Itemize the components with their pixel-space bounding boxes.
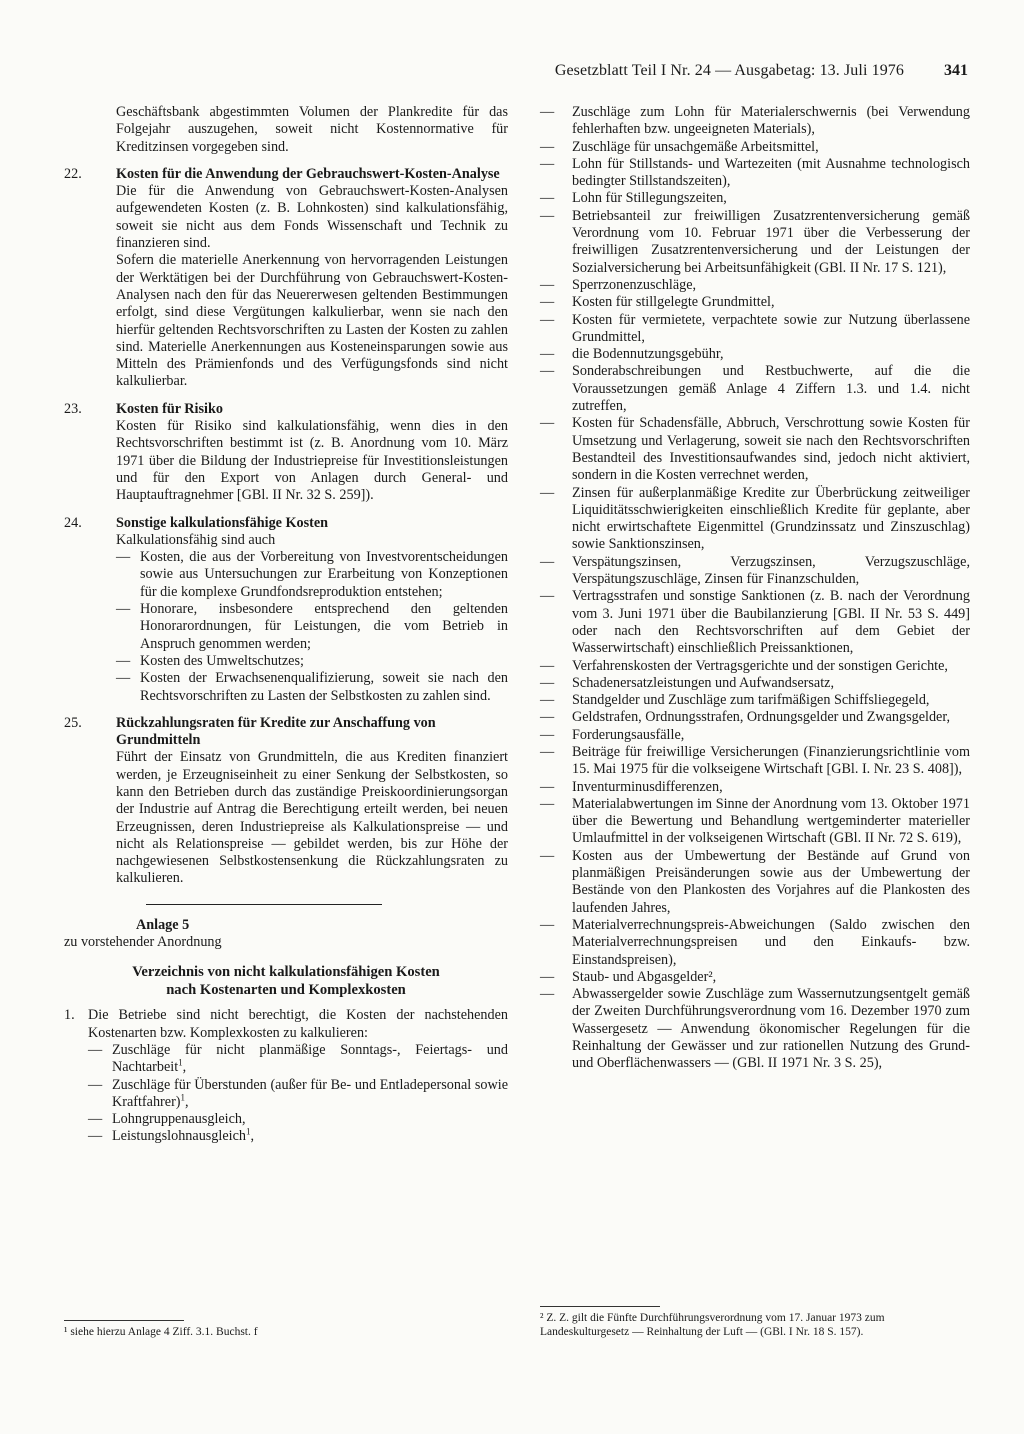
- list-item: — Kosten aus der Umbewertung der Bestände auf Grund von planmäßigen Preisänderungen sowie aus der Umbewertung der Bestände von den Plankosten des Vorjahres auf die Plankosten des laufenden Jahres,: [540, 848, 970, 917]
- footnote-ref: 1: [178, 1057, 183, 1068]
- list-item: — Verfahrenskosten der Vertragsgerichte und der sonstigen Gerichte,: [540, 658, 970, 675]
- anlage-heading-line-2: nach Kostenarten und Komplexkosten: [166, 982, 406, 999]
- list-item: [88, 1042, 508, 1077]
- list-item: [88, 1128, 508, 1145]
- list-item-text: Zuschläge für Überstunden (außer für Be- und Entladepersonal sowie Kraftfahrer): [112, 1076, 508, 1110]
- list-item: — Honorare, insbesondere entsprechend den geltenden Honorarordnungen, für Leistungen, die vom Betrieb in Anspruch genommen werden;: [116, 601, 508, 653]
- running-title: Gesetzblatt Teil I Nr. 24 — Ausgabetag: 13. Juli 1976: [554, 62, 904, 79]
- list-item: — Sonderabschreibungen und Restbuchwerte, auf die die Voraussetzungen gemäß Anlage 4 Ziffern 1.3. und 1.4. nicht zutreffen,: [540, 363, 970, 415]
- section-24-list: [64, 549, 508, 705]
- item-text: Die Betriebe sind nicht berechtigt, die Kosten der nachstehenden Kostenarten bzw. Komplexkosten zu kalkulieren:: [88, 1007, 508, 1041]
- section-number: 25.: [64, 714, 82, 731]
- list-item: — Kosten für stillgelegte Grundmittel,: [540, 294, 970, 311]
- list-item: — Betriebsanteil zur freiwilligen Zusatzrentenversicherung gemäß Verordnung vom 10. Februar 1971 über die Verbesserung der freiwilligen Zusatzrentenversicherung und der Leistungen der Sozialversicherung bei Arbeitsunfähigkeit (GBl. II Nr. 17 S. 121),: [540, 208, 970, 277]
- section-22-paragraph-2: Sofern die materielle Anerkennung von hervorragenden Leistungen der Werktätigen bei der Durchführung von Gebrauchswert-Kosten-Analysen nach den für das Neuererwesen geltenden Bestimmungen erfolgt, sind diese Vergütungen kalkulierbar, wenn sie nach den hierfür geltenden Rechtsvorschriften zu Lasten der Kosten zu zahlen sind. Materielle Anerkennungen aus Kosteneinsparungen sowie aus Mitteln des Prämienfonds und des Verfügungsfonds sind nicht kalkulierbar.: [116, 252, 508, 390]
- section-number: 23.: [64, 400, 82, 417]
- section-23-heading: [64, 401, 508, 418]
- list-item: — Forderungsausfälle,: [540, 727, 970, 744]
- anlage-heading: [64, 963, 508, 999]
- anlage-subtitle: zu vorstehender Anordnung: [64, 934, 222, 951]
- section-22-paragraph-1: Die für die Anwendung von Gebrauchswert-Kosten-Analysen aufgewendeten Kosten (z. B. Lohnkosten) sind kalkulationsfähig, soweit sie nicht aus dem Fonds Wissenschaft und Technik zu finanzieren sind.: [116, 183, 508, 252]
- section-title: Kosten für Risiko: [116, 400, 223, 417]
- list-item: — Zuschläge für unsachgemäße Arbeitsmittel,: [540, 139, 970, 156]
- list-item: — Kosten der Erwachsenenqualifizierung, soweit sie nach den Rechtsvorschriften zu Lasten der Selbstkosten zu zahlen sind.: [116, 670, 508, 705]
- page-header: [0, 62, 1024, 86]
- section-24-heading: [64, 515, 508, 532]
- list-item: — Kosten für vermietete, verpachtete sowie zur Nutzung überlassene Grundmittel,: [540, 312, 970, 347]
- list-item: — Lohn für Stillegungszeiten,: [540, 190, 970, 207]
- list-item: — Schadenersatzleistungen und Aufwandsersatz,: [540, 675, 970, 692]
- list-item: — Standgelder und Zuschläge zum tarifmäßigen Schiffsliegegeld,: [540, 692, 970, 709]
- list-item: — Kosten, die aus der Vorbereitung von Investvorentscheidungen sowie aus Untersuchungen zur Erarbeitung von Konzeptionen für die komplexe Grundfondsreproduktion entstehen;: [116, 549, 508, 601]
- section-25-paragraph: Führt der Einsatz von Grundmitteln, die aus Krediten finanziert werden, je Erzeugniseinheit zu einer Senkung der Selbstkosten, so kann den Betrieben durch das zuständige Preiskoordinierungsorgan der Industrie auf Antrag die Berechtigung erteilt werden, bei neuen Erzeugnissen, deren Industriepreise als Kalkulationspreise — und nicht als Relationspreise — gebildet werden, bis zur Höhe der nachgewiesenen Selbstkostensenkung die Rückzahlungsraten zu kalkulieren.: [116, 749, 508, 887]
- section-24-lead: Kalkulationsfähig sind auch: [116, 531, 276, 548]
- footnote-rule-right: [540, 1306, 660, 1307]
- list-item: — Materialabwertungen im Sinne der Anordnung vom 13. Oktober 1971 über die Bewertung und Behandlung wertgeminderter materieller Umlaufmittel in der volkseigenen Wirtschaft (GBl. II Nr. 72 S. 619),: [540, 796, 970, 848]
- section-title: Sonstige kalkulationsfähige Kosten: [116, 514, 329, 531]
- footnote-left: ¹ siehe hierzu Anlage 4 Ziff. 3.1. Buchst. f: [64, 1326, 258, 1338]
- footnote-rule-left: [64, 1320, 184, 1321]
- list-item: — Zinsen für außerplanmäßige Kredite zur Überbrückung zeitweiliger Liquiditätsschwierigkeiten einschließlich Kredite für geplante, aber nicht erwirtschaftete Eigenmittel (Grundzinssatz und Zinszuschlag) sowie Sanktionszinsen,: [540, 485, 970, 554]
- right-column: [540, 104, 970, 1073]
- list-item: — Vertragsstrafen und sonstige Sanktionen (z. B. nach der Verordnung vom 3. Juni 1971 über die Baubilanzierung [GBl. II Nr. 53 S. 449] oder nach den Rechtsvorschriften auf dem Gebiet der Wasserwirtschaft) einschließlich Preissanktionen,: [540, 588, 970, 657]
- list-item: [88, 1077, 508, 1112]
- list-item: — Geldstrafen, Ordnungsstrafen, Ordnungsgelder und Zwangsgelder,: [540, 709, 970, 726]
- list-item: — Inventurminusdifferenzen,: [540, 779, 970, 796]
- list-item: — Zuschläge zum Lohn für Materialerschwernis (bei Verwendung fehlerhaften bzw. ungeeigneten Materials),: [540, 104, 970, 139]
- list-item: — Lohn für Stillstands- und Wartezeiten (mit Ausnahme technologisch bedingter Stillstandszeiten),: [540, 156, 970, 191]
- list-item: — Kosten des Umweltschutzes;: [116, 653, 508, 670]
- intro-paragraph: Geschäftsbank abgestimmten Volumen der Plankredite für das Folgejahr auszugehen, soweit nicht Kostennormative für Kreditzinsen vorgegeben sind.: [116, 104, 508, 155]
- footnote-right: ² Z. Z. gilt die Fünfte Durchführungsverordnung vom 17. Januar 1973 zum Landeskulturgesetz — Reinhaltung der Luft — (GBl. I Nr. 18 S. 157).: [540, 1312, 885, 1338]
- anlage-title: Anlage 5: [136, 916, 190, 933]
- list-item: — Abwassergelder sowie Zuschläge zum Wassernutzungsentgelt gemäß der Zweiten Durchführungsverordnung vom 16. Dezember 1970 zum Wassergesetz — Anwendung ökonomischer Regelungen für die Reinhaltung der Gewässer und zur rationellen Nutzung des Grund- und Oberflächenwassers — (GBl. II 1971 Nr. 3 S. 25),: [540, 986, 970, 1072]
- list-item-text: Lohngruppenausgleich,: [112, 1111, 246, 1128]
- list-item-tail: ,: [182, 1059, 187, 1076]
- section-title: Kosten für die Anwendung der Gebrauchswert-Kosten-Analyse: [116, 165, 500, 182]
- list-item-tail: ,: [250, 1128, 255, 1145]
- list-item: — Kosten für Schadensfälle, Abbruch, Verschrottung sowie Kosten für Umsetzung und Verlagerung, soweit sie nach den Rechtsvorschriften Bestandteil des Investitionsaufwandes sind, jedoch nicht aktiviert, sondern in die Kosten verrechnet werden,: [540, 415, 970, 484]
- item-number: 1.: [64, 1007, 75, 1024]
- section-25-heading: [64, 715, 508, 750]
- list-item-text: Zuschläge für nicht planmäßige Sonntags-, Feiertags- und Nachtarbeit: [112, 1041, 508, 1076]
- list-item: — Materialverrechnungspreis-Abweichungen (Saldo zwischen den Materialverrechnungspreisen und den Einkaufs- bzw. Einstandspreisen),: [540, 917, 970, 969]
- section-number: 22.: [64, 165, 82, 182]
- list-item-text: Leistungslohnausgleich: [112, 1128, 246, 1145]
- left-column: [64, 104, 508, 1146]
- anlage-list: [64, 1042, 508, 1146]
- page-number: 341: [944, 62, 968, 79]
- footnote-ref: 1: [245, 1126, 251, 1137]
- list-item: [88, 1111, 508, 1128]
- list-item: — die Bodennutzungsgebühr,: [540, 346, 970, 363]
- anlage-heading-line-1: Verzeichnis von nicht kalkulationsfähigen Kosten: [132, 964, 440, 981]
- list-item-tail: ,: [185, 1093, 189, 1110]
- list-item: — Verspätungszinsen, Verzugszinsen, Verzugszuschläge, Verspätungszuschläge, Zinsen für Finanzschulden,: [540, 554, 970, 589]
- footnote-ref: 1: [180, 1092, 186, 1103]
- section-22-heading: [64, 166, 508, 183]
- section-divider: [146, 904, 382, 905]
- section-number: 24.: [64, 514, 82, 531]
- list-item: — Sperrzonenzuschläge,: [540, 277, 970, 294]
- section-title: Rückzahlungsraten für Kredite zur Anschaffung von Grundmitteln: [116, 714, 436, 749]
- anlage-item-1: [64, 1007, 508, 1042]
- list-item: — Beiträge für freiwillige Versicherungen (Finanzierungsrichtlinie vom 15. Mai 1975 für die volkseigene Wirtschaft [GBl. I. Nr. 23 S. 408]),: [540, 744, 970, 779]
- list-item: — Staub- und Abgasgelder²,: [540, 969, 970, 986]
- section-23-paragraph: Kosten für Risiko sind kalkulationsfähig, wenn dies in den Rechtsvorschriften bestimmt ist (z. B. Anordnung vom 10. März 1971 über die Bildung der Industriepreise für Investitionsleistungen und für den Export von Anlagen durch General- und Hauptauftragnehmer [GBl. II Nr. 32 S. 259]).: [116, 418, 508, 504]
